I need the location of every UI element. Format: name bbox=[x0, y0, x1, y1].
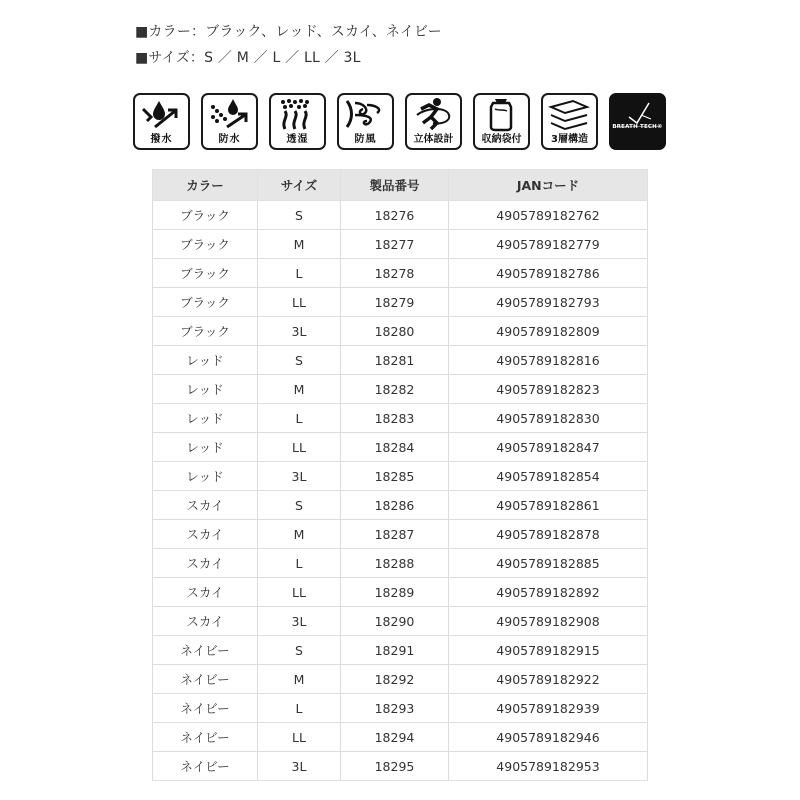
breathable-icon bbox=[269, 93, 326, 150]
cell-jan-code: 4905789182809 bbox=[449, 317, 648, 346]
cell-size: M bbox=[258, 375, 341, 404]
cell-product-number: 18280 bbox=[341, 317, 449, 346]
cell-color: ブラック bbox=[153, 288, 258, 317]
feature-label: BREATH TECH® bbox=[612, 124, 663, 130]
cell-color: スカイ bbox=[153, 607, 258, 636]
table-row bbox=[153, 375, 648, 404]
feature-label: 収納袋付 bbox=[481, 134, 522, 145]
cell-jan-code: 4905789182779 bbox=[449, 230, 648, 259]
cell-product-number: 18288 bbox=[341, 549, 449, 578]
cell-jan-code: 4905789182946 bbox=[449, 723, 648, 752]
feature-label: 撥水 bbox=[150, 134, 173, 145]
cell-jan-code: 4905789182953 bbox=[449, 752, 648, 781]
cell-size: L bbox=[258, 259, 341, 288]
feature-label: 3層構造 bbox=[551, 134, 588, 145]
cell-color: スカイ bbox=[153, 578, 258, 607]
cell-jan-code: 4905789182816 bbox=[449, 346, 648, 375]
cell-jan-code: 4905789182878 bbox=[449, 520, 648, 549]
table-row bbox=[153, 433, 648, 462]
cell-jan-code: 4905789182762 bbox=[449, 201, 648, 230]
cell-jan-code: 4905789182830 bbox=[449, 404, 648, 433]
cell-color: レッド bbox=[153, 462, 258, 491]
cell-color: レッド bbox=[153, 375, 258, 404]
table-row bbox=[153, 549, 648, 578]
table-row bbox=[153, 520, 648, 549]
cell-jan-code: 4905789182939 bbox=[449, 694, 648, 723]
cell-size: 3L bbox=[258, 462, 341, 491]
cell-size: LL bbox=[258, 723, 341, 752]
table-row bbox=[153, 317, 648, 346]
cell-product-number: 18284 bbox=[341, 433, 449, 462]
cell-jan-code: 4905789182793 bbox=[449, 288, 648, 317]
storage-bag-icon bbox=[473, 93, 530, 150]
cell-size: S bbox=[258, 201, 341, 230]
cell-color: ブラック bbox=[153, 201, 258, 230]
cell-size: M bbox=[258, 230, 341, 259]
breath-tech-logo bbox=[609, 93, 666, 150]
cell-product-number: 18276 bbox=[341, 201, 449, 230]
table-row bbox=[153, 491, 648, 520]
cell-color: ブラック bbox=[153, 317, 258, 346]
cell-size: L bbox=[258, 549, 341, 578]
cell-size: M bbox=[258, 665, 341, 694]
cell-size: 3L bbox=[258, 317, 341, 346]
cell-color: ネイビー bbox=[153, 723, 258, 752]
cell-jan-code: 4905789182908 bbox=[449, 607, 648, 636]
cell-product-number: 18278 bbox=[341, 259, 449, 288]
water-repellent-icon bbox=[133, 93, 190, 150]
cell-product-number: 18277 bbox=[341, 230, 449, 259]
cell-color: ネイビー bbox=[153, 752, 258, 781]
cell-color: スカイ bbox=[153, 549, 258, 578]
cell-product-number: 18290 bbox=[341, 607, 449, 636]
cell-jan-code: 4905789182885 bbox=[449, 549, 648, 578]
table-row bbox=[153, 578, 648, 607]
table-row bbox=[153, 462, 648, 491]
table-row bbox=[153, 607, 648, 636]
cell-product-number: 18285 bbox=[341, 462, 449, 491]
cell-color: レッド bbox=[153, 346, 258, 375]
cell-jan-code: 4905789182854 bbox=[449, 462, 648, 491]
table-row bbox=[153, 230, 648, 259]
cell-size: M bbox=[258, 520, 341, 549]
cell-product-number: 18294 bbox=[341, 723, 449, 752]
cell-jan-code: 4905789182823 bbox=[449, 375, 648, 404]
windproof-icon bbox=[337, 93, 394, 150]
table-row bbox=[153, 723, 648, 752]
table-row bbox=[153, 694, 648, 723]
cell-color: ネイビー bbox=[153, 665, 258, 694]
feature-label: 防風 bbox=[354, 134, 377, 145]
cell-color: スカイ bbox=[153, 491, 258, 520]
cell-size: 3L bbox=[258, 607, 341, 636]
cell-color: ブラック bbox=[153, 230, 258, 259]
cell-size: S bbox=[258, 491, 341, 520]
table-body bbox=[153, 201, 648, 781]
cell-color: レッド bbox=[153, 404, 258, 433]
cell-jan-code: 4905789182915 bbox=[449, 636, 648, 665]
cell-color: スカイ bbox=[153, 520, 258, 549]
product-spec-table bbox=[152, 169, 648, 781]
cell-size: LL bbox=[258, 578, 341, 607]
cell-color: レッド bbox=[153, 433, 258, 462]
table-row bbox=[153, 404, 648, 433]
cell-product-number: 18281 bbox=[341, 346, 449, 375]
3d-design-icon bbox=[405, 93, 462, 150]
cell-product-number: 18279 bbox=[341, 288, 449, 317]
cell-size: L bbox=[258, 694, 341, 723]
table-header-row bbox=[153, 170, 648, 201]
cell-product-number: 18287 bbox=[341, 520, 449, 549]
cell-product-number: 18282 bbox=[341, 375, 449, 404]
table-row bbox=[153, 259, 648, 288]
header-jan-code: JANコード bbox=[449, 170, 648, 201]
three-layer-icon bbox=[541, 93, 598, 150]
table-row bbox=[153, 665, 648, 694]
cell-color: ネイビー bbox=[153, 694, 258, 723]
cell-color: ブラック bbox=[153, 259, 258, 288]
cell-jan-code: 4905789182847 bbox=[449, 433, 648, 462]
table-row bbox=[153, 752, 648, 781]
cell-color: ネイビー bbox=[153, 636, 258, 665]
cell-product-number: 18291 bbox=[341, 636, 449, 665]
cell-jan-code: 4905789182861 bbox=[449, 491, 648, 520]
cell-size: LL bbox=[258, 288, 341, 317]
header-color: カラー bbox=[153, 170, 258, 201]
waterproof-icon bbox=[201, 93, 258, 150]
cell-product-number: 18286 bbox=[341, 491, 449, 520]
feature-label: 防水 bbox=[218, 134, 241, 145]
feature-label: 透湿 bbox=[286, 134, 309, 145]
table-row bbox=[153, 288, 648, 317]
table-row bbox=[153, 201, 648, 230]
cell-product-number: 18293 bbox=[341, 694, 449, 723]
cell-size: 3L bbox=[258, 752, 341, 781]
cell-size: S bbox=[258, 346, 341, 375]
cell-jan-code: 4905789182892 bbox=[449, 578, 648, 607]
header-product-number: 製品番号 bbox=[341, 170, 449, 201]
spec-size-line: ■サイズ：S ／ M ／ L ／ LL ／ 3L bbox=[135, 50, 361, 66]
cell-product-number: 18292 bbox=[341, 665, 449, 694]
cell-size: S bbox=[258, 636, 341, 665]
cell-jan-code: 4905789182786 bbox=[449, 259, 648, 288]
cell-product-number: 18283 bbox=[341, 404, 449, 433]
cell-jan-code: 4905789182922 bbox=[449, 665, 648, 694]
table-row bbox=[153, 346, 648, 375]
header-size: サイズ bbox=[258, 170, 341, 201]
cell-product-number: 18295 bbox=[341, 752, 449, 781]
cell-size: L bbox=[258, 404, 341, 433]
spec-color-line: ■カラー：ブラック、レッド、スカイ、ネイビー bbox=[135, 24, 442, 40]
feature-label: 立体設計 bbox=[413, 134, 454, 145]
cell-product-number: 18289 bbox=[341, 578, 449, 607]
cell-size: LL bbox=[258, 433, 341, 462]
table-row bbox=[153, 636, 648, 665]
